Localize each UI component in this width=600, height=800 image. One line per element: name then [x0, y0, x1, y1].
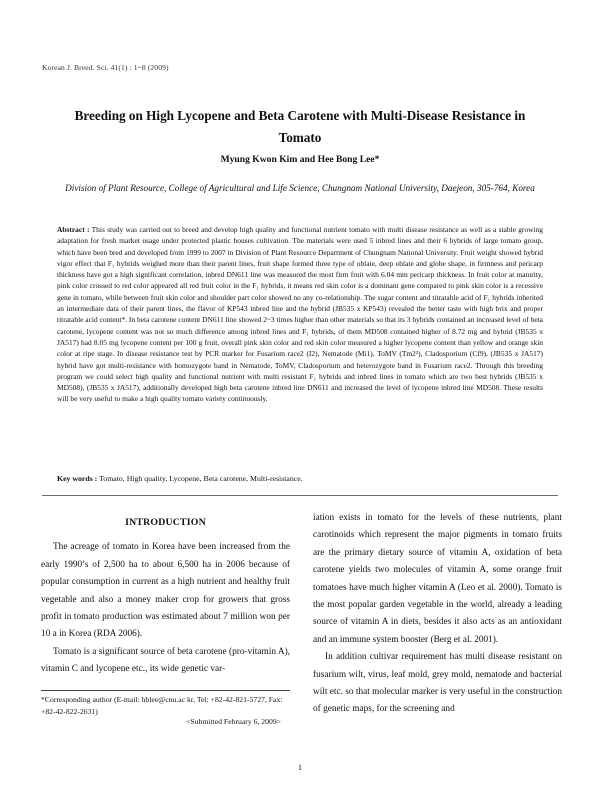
corresponding-author-footnote: *Corresponding author (E-mail: hblee@cnu.ac kr, Tel: +82-42-821-5727, Fax: +82-42-822-2631) — [41, 695, 283, 717]
keywords-text: Tomato, High quality, Lycopene, Beta carotene, Multi-resistance. — [99, 474, 303, 483]
submission-date: <Submitted February 6, 2009> — [186, 717, 281, 726]
keywords-label: Key words : — [57, 474, 98, 483]
intro-paragraph-2: Tomato is a significant source of beta carotene (pro-vitamin A), vitamin C and lycopene etc., its wide genetic var- — [41, 646, 290, 675]
authors: Myung Kwon Kim and Hee Bong Lee* — [220, 154, 380, 165]
footnote-divider — [41, 690, 290, 691]
intro-paragraph-3: In addition cultivar requirement has multi disease resistant on fusarium wilt, virus, leaf mold, grey mold, nematode and bacterial wilt etc. so that molecular marker is very useful in the construction of genetic maps, for the screening and — [313, 652, 562, 715]
right-column — [313, 510, 562, 719]
keywords — [57, 474, 543, 483]
journal-reference: Korean J. Breed. Sci. 41(1) : 1~8 (2009) — [42, 63, 169, 72]
introduction-heading: INTRODUCTION — [125, 517, 206, 528]
intro-paragraph-2-continued: iation exists in tomato for the levels of these nutrients, plant carotinoids which represent the major pigments in tomato fruits are the primary dietary source of vitamin A, oxidation of beta carotene yields two molecules of vitamin A, some orange fruit tomatoes have much higher vitamin A (Leo et al. 2000). Tomato is the most popular garden vegetable in the world, already a leading source of vitamin A in diets, besides it also acts as an antioxidant and an immune system booster (Berg et al. 2001). — [313, 513, 562, 645]
affiliation: Division of Plant Resource, College of Agricultural and Life Science, Chungnam National University, Daejeon, 305-764, Korea — [65, 183, 535, 193]
intro-paragraph-1: The acreage of tomato in Korea have been increased from the early 1990’s of 2,500 ha to about 6,500 ha in 2006 because of popular consumption in current as a high nutrient and healthy fruit vegetable and also a money maker crop for growers that gross profit in tomato production was estimated about 7 million won per 10 a in Korea (RDA 2006). — [41, 542, 290, 640]
left-column — [41, 510, 290, 679]
abstract-label: Abstract : — [57, 225, 90, 234]
page-number: 1 — [298, 763, 302, 772]
section-divider — [42, 495, 558, 496]
abstract-text: This study was carried out to breed and develop high quality and functional nutrient tomato with multi disease resistance as well as a stable growing adaptation for fresh market usage under protected plastic houses cultivation. The materials were used 5 inbred lines and their 6 hybrids of large tomato group, which have been bred and developed from 1999 to 2007 in Division of Plant Resource Department of Chungnam National University. Fruit weight showed hybrid vigor effect that F₁ hybrids weighed more than their parent lines, fruit shape formed three type of oblate, deep oblate and globe shape, in firmness and pericarp thickness have got a high significant correlation, inbred DN611 line was measured the most firm fruit with 6.04 mm pericarp thickness. In fruit color at maturity, pink color crossed to red color appeared all red fruit color in the F₁ hybrids, it means red skin color is a dominant gene compared to pink skin color is a recessive gene in tomato, while between fruit skin color and shoulder part color showed no any co-relationship. The sugar content and titratable acid of F₁ hybrids inherited an intermediate data of their parent lines, the flavor of KP543 inbred line and the hybrid (JB535 x KP543) revealed the better taste with high brix and proper titratable acid content*. In beta carotene content DN611 line showed 2~3 times higher than other materials so that its 3 hybrids contained an increased level of beta carotene, lycopene content was not so much difference among inbred lines and F₁ hybrids, of them MD508 contained higher of 8.72 mg and hybrid (JB535 x JA517) had 8.05 mg lycopene content per 100 g fruit, overall pink skin color and red skin color measured a higher lycopene content than yellow and orange skin color at ripe stage. In disease resistance test by PCR marker for Fusarium race2 (I2), Nematode (Mi1), ToMV (Tm2²), Cladosporium (Cf9), (JB535 x JA517) hybrid have got multi-resistance with homozygote band in Nematode, ToMV, Cladosporium and heterozygote band in Fusarium race2. Through this breeding program we could select high quality and functional nutrient with multi resistant F₁ hybrids and inbred lines in tomato which are two best hybrids (JB535 x MD508), (JB535 x JA517), additionally developed high beta carotene inbred line DN611 and increased the level of lycopene inbred line MD508. These results will be very useful to make a high quality tomato variety continuously. — [57, 225, 544, 404]
paper-title: Breeding on High Lycopene and Beta Carotene with Multi-Disease Resistance in Tomato — [74, 108, 526, 145]
abstract — [57, 224, 543, 405]
